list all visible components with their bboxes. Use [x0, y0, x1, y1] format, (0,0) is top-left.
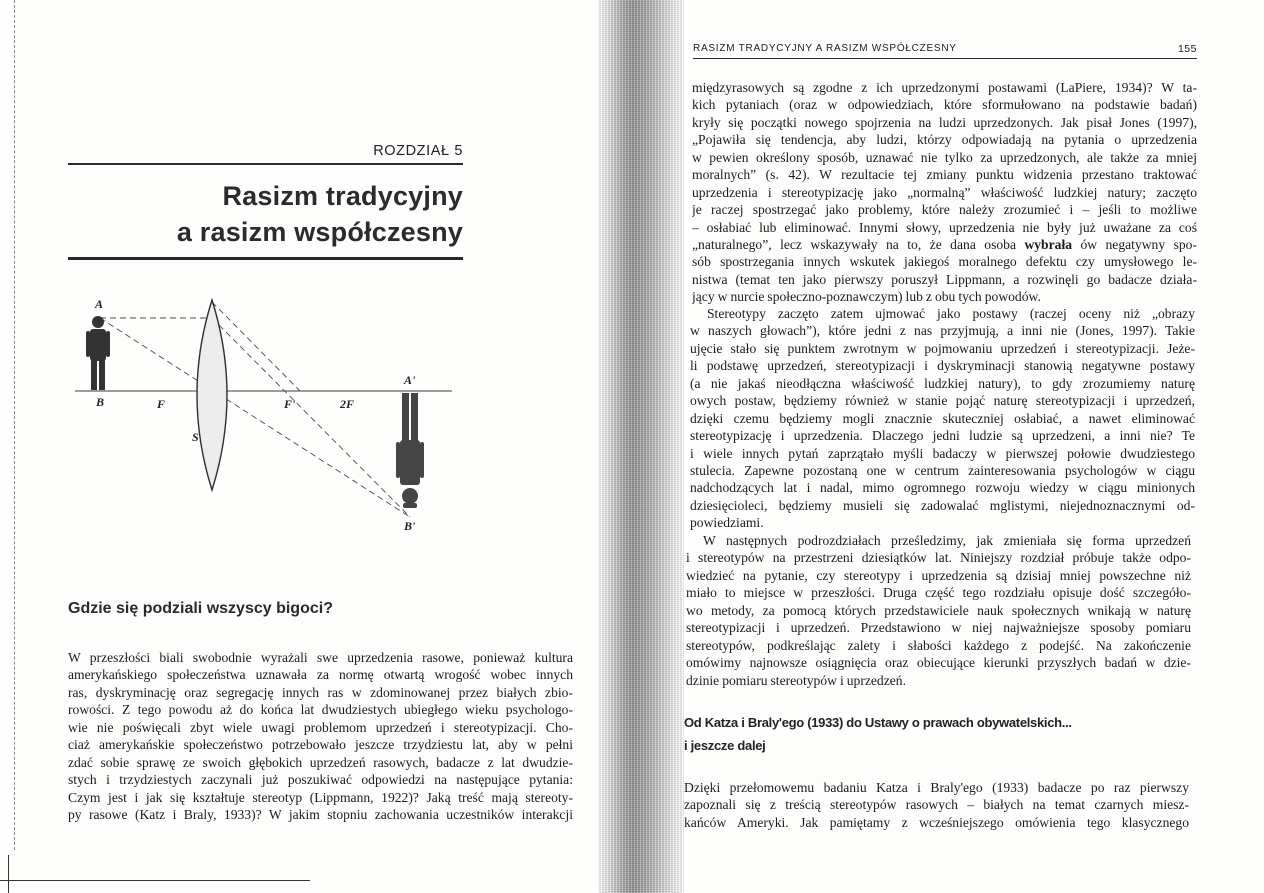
paragraph-line: Stereotypy zaczęto zatem ujmować jako postawy (raczej oceny niż „obrazy	[707, 306, 1195, 321]
body-paragraph	[68, 649, 573, 823]
label-focus-right: F'	[284, 397, 296, 411]
paragraph-line: (a nie jakaś nieodłączna właściwość ludzkiej natury), to gdy zrozumiemy naturę	[690, 375, 1195, 391]
paragraph-line: – osłabiać lub eliminować. Innymi słowy, uprzedzenia nie były już uważane za coś	[692, 219, 1197, 235]
label-focus-left: F	[157, 397, 166, 411]
lens-diagram	[60, 290, 460, 550]
label-image-top: A'	[404, 373, 416, 387]
paragraph-line: li podstawę uprzedzeń, stereotypizacji i dyskryminacji stanowią negatywne postawy	[690, 358, 1195, 374]
paragraph-line: w naszych głowach”), które jedni z nas przyjmują, a inni nie (Jones, 1997). Takie	[690, 323, 1195, 339]
page-number: 155	[1177, 43, 1197, 55]
ray-center	[100, 318, 410, 517]
paragraph-line: owych postaw, będziemy również w stanie pojąć naturę stereotypizacji i uprzedzeń,	[690, 393, 1195, 409]
body-paragraph	[692, 79, 1197, 306]
paragraph-line: ujęcie stało się punktem zwrotnym w pojmowaniu uprzedzeń i stereotypizacji. Jeże-	[690, 340, 1195, 356]
paragraph-line: Dzięki przełomowemu badaniu Katza i Braly'ego (1933) badacze po raz pierwszy	[684, 780, 1189, 795]
paragraph-line: miało to miejsce w przeszłości. Druga część tego rozdziału opisuje dość szczegóło-	[686, 585, 1191, 601]
paragraph-line: W przeszłości biali swobodnie wyrażali swe uprzedzenia rasowe, ponieważ kultura	[68, 650, 573, 665]
object-figure	[86, 316, 110, 390]
paragraph-line: zapoznali się z treścią stereotypów rasowych – białych na temat czarnych miesz-	[684, 797, 1189, 813]
body-paragraph	[684, 779, 1189, 831]
paragraph-line: uprzedzenia i stereotypizację jako „normalną” właściwość ludzkiej natury; zaczęto	[692, 184, 1197, 200]
paragraph-line: w pewien określony sposób, uznawać nie tylko za uprzedzonych, ale także za mniej	[692, 149, 1197, 165]
paragraph-line: dziesięcioleci, będziemy musieli się zadowalać mglistymi, niejednoznacznymi od-	[690, 497, 1195, 513]
ray-refracted	[212, 318, 410, 517]
paragraph-line: zdać sobie sprawę ze swoich głębokich uprzedzeń rasowych, badacze z lat dwudzie-	[68, 754, 573, 770]
paragraph-line	[692, 236, 1197, 253]
chapter-label: ROZDZIAŁ 5	[373, 143, 463, 159]
paragraph-line: nistwa (temat ten jako pierwszy poruszył Lippmann, a rozwinęli go badacze działa-	[692, 271, 1197, 287]
paragraph-line: moralnych” (s. 42). W rezultacie tej zmiany punktu widzenia przestano traktować	[692, 167, 1197, 183]
paragraph-line: wiedzieć na pytanie, czy stereotypy i uprzedzenia są dzisiaj mniej powszechne niż	[686, 567, 1191, 583]
paragraph-line: stych i trzydziestych zaczynali już poszukiwać odpowiedzi na następujące pytania:	[68, 772, 573, 788]
paragraph-line: stereotypizację i uprzedzenia. Dlaczego jedni ludzie są uprzedzeni, a inni nie? Te	[690, 428, 1195, 444]
section-heading: Gdzie się podziali wszyscy bigoci?	[68, 600, 333, 617]
paragraph-line: jący w nurcie społeczno-poznawczym) lub z obu tych powodów.	[692, 289, 1041, 305]
paragraph-line: kich pytaniach (oraz w odpowiedziach, które sformułowano na podstawie badań)	[692, 97, 1197, 113]
paragraph-line: dzięki czemu będziemy mogli znacznie skuteczniej osłabiać, a nawet eliminować	[690, 410, 1195, 426]
paragraph-line: wo metody, za pomocą których przedstawiciele nauk społecznych wnikają w naturę	[686, 602, 1191, 618]
running-head: RASIZM TRADYCYJNY A RASIZM WSPÓŁCZESNY	[693, 43, 957, 54]
label-double-focus: 2F	[340, 397, 355, 411]
paragraph-line: stulecia. Zapewne pozostaną one w centrum zainteresowania psychologów w ciągu	[690, 462, 1195, 478]
subsection-heading	[684, 711, 1072, 757]
paragraph-line: stereotypizacji i uprzedzeń. Przedstawiono w niej najważniejsze sposoby pomiaru	[686, 620, 1191, 636]
paragraph-line: stereotypów, podkreślając zalety i słabości każdego z podejść. Na zakończenie	[686, 637, 1191, 653]
light-rays	[100, 302, 410, 517]
paragraph-line: i wiele innych pytań zaprzątało myśli badaczy w pierwszej połowie dwudziestego	[690, 445, 1195, 461]
line-segment: „naturalnego”, lecz wskazywały na to, że dana osoba	[692, 236, 1016, 252]
chapter-title	[100, 178, 463, 250]
chapter-title-line: a rasizm współczesny	[176, 217, 463, 247]
paragraph-line: je raczej spostrzegać jako problemy, które należy zrozumieć i – jeśli to możliwe	[692, 202, 1197, 218]
paragraph-line: rowości. Z tego powodu aż do końca lat dwudziestych ubiegłego wieku psychologo-	[68, 702, 573, 718]
paragraph-line: powiedziami.	[690, 515, 764, 531]
running-head-rule	[693, 58, 1197, 59]
line-segment: ów negatywny spo-	[1080, 236, 1197, 252]
paragraph-line: kańców Ameryki. Jak pamiętamy z wcześniejszego omówienia tego klasycznego	[684, 814, 1189, 830]
subsection-heading-line: i jeszcze dalej	[684, 738, 766, 753]
paragraph-line: nadchodzących lat i nadal, mimo ogromnego rozwoju wiedzy w ciągu minionych	[690, 480, 1195, 496]
label-object-top: A	[95, 297, 104, 311]
paragraph-line: sób spostrzegania innych wskutek jakiegoś moralnego defektu czy umysłowego le-	[692, 254, 1197, 270]
book-gutter	[598, 0, 684, 893]
paragraph-line: i stereotypów na przestrzeni dziesiątków lat. Niniejszy rozdział próbuje także odpo-	[686, 550, 1191, 566]
paragraph-line: dzinie pomiaru stereotypów i uprzedzeń.	[686, 672, 906, 688]
paragraph-line: Czym jest i jak się kształtuje stereotyp (Lippmann, 1922)? Jaką treść mają stereoty-	[68, 789, 573, 805]
paragraph-line: „Pojawiła się tendencja, aby ludzi, którzy odpowiadają na pytania o uprzedzenia	[692, 132, 1197, 148]
chapter-title-line: Rasizm tradycyjny	[222, 181, 463, 211]
chapter-rule-bottom	[68, 257, 463, 260]
paragraph-line: wie nie poświęcali zbyt wiele uwagi problemom uprzedzeń i stereotypizacji. Cho-	[68, 719, 573, 735]
scan-edge-line	[14, 0, 15, 850]
scan-edge-tick	[8, 855, 9, 893]
emphasis-word: wybrała	[1024, 236, 1073, 252]
paragraph-line: W następnych podrozdziałach prześledzimy, jak zmieniała się forma uprzedzeń	[703, 533, 1191, 548]
body-paragraph	[686, 532, 1191, 689]
paragraph-line: międzyrasowych są zgodne z ich uprzedzonymi postawami (LaPiere, 1934)? W ta-	[692, 80, 1197, 95]
image-figure	[396, 393, 424, 508]
label-lens: S	[192, 430, 199, 444]
body-paragraph	[690, 305, 1195, 532]
label-object-base: B	[96, 395, 105, 409]
scan-bottom-line	[0, 880, 310, 881]
paragraph-line: ras, dyskryminację oraz segregację innych ras w zdominowanej przez białych zbio-	[68, 684, 573, 700]
subsection-heading-line: Od Katza i Braly'ego (1933) do Ustawy o prawach obywatelskich...	[684, 715, 1072, 730]
paragraph-line: ciaż amerykańskie społeczeństwo potrzebowało jeszcze trzydziestu lat, aby w pełni	[68, 737, 573, 753]
label-image-bottom: B'	[404, 519, 416, 533]
paragraph-line: amerykańskiego społeczeństwa uznawała za normę otwartą wrogość wobec innych	[68, 667, 573, 683]
paragraph-line: omówimy najnowsze osiągnięcia oraz obiecujące kierunki przyszłych badań w dzie-	[686, 655, 1191, 671]
paragraph-line: kryły się początki nowego spojrzenia na ludzi uprzedzonych. Jak pisał Jones (1997),	[692, 114, 1197, 130]
paragraph-line: py rasowe (Katz i Braly, 1933)? W jakim stopniu zachowania uczestników interakcji	[68, 806, 573, 822]
chapter-rule-top	[68, 163, 463, 165]
